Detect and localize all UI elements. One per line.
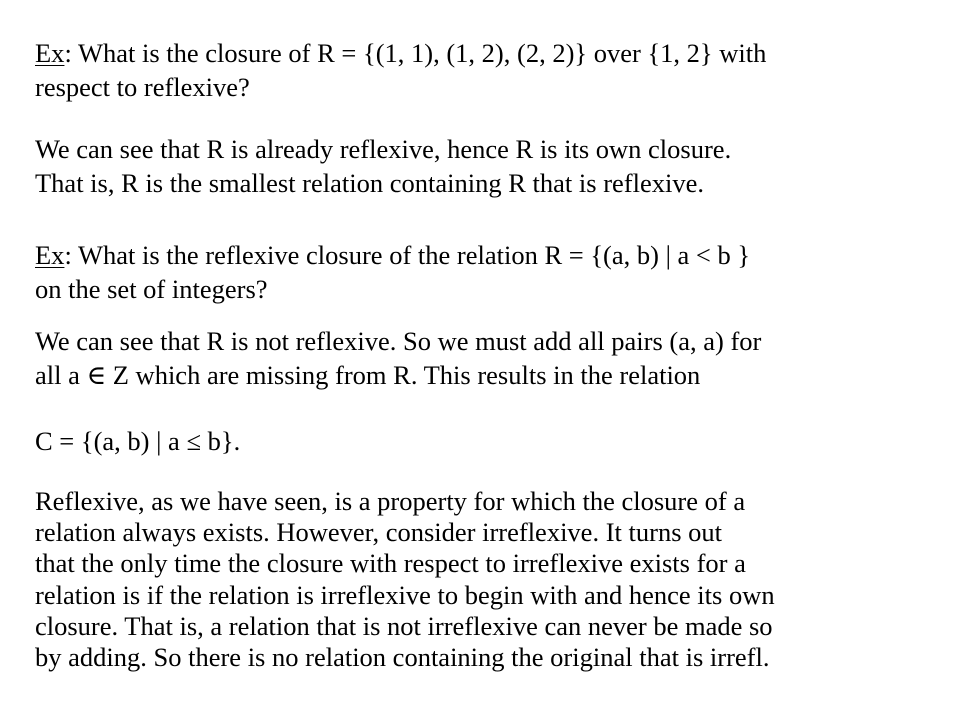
example-2-text: : What is the reflexive closure of the relation R = {(a, b) | a < b } (64, 240, 751, 270)
answer-1-line-1: We can see that R is already reflexive, hence R is its own closure. (35, 134, 732, 164)
discussion-line-6: by adding. So there is no relation containing the original that is irrefl. (35, 641, 770, 672)
example-1-text: : What is the closure of R = {(1, 1), (1, 2), (2, 2)} over {1, 2} with (64, 38, 767, 68)
answer-1-line-2: That is, R is the smallest relation containing R that is reflexive. (35, 168, 704, 198)
example-1-label: Ex (35, 38, 65, 68)
answer-2-line-2: all a ∈ Z which are missing from R. This results in the relation (35, 360, 701, 390)
discussion-line-3: that the only time the closure with respect to irreflexive exists for a (35, 548, 746, 579)
result-relation (35, 424, 940, 458)
discussion-line-4: relation is if the relation is irreflexive to begin with and hence its own (35, 579, 775, 610)
example-2-answer (35, 324, 940, 392)
example-1-answer (35, 132, 940, 200)
example-1-line-2: respect to reflexive? (35, 72, 250, 102)
answer-2-line-1: We can see that R is not reflexive. So we must add all pairs (a, a) for (35, 326, 762, 356)
result-line: C = {(a, b) | a ≤ b}. (35, 426, 241, 456)
discussion-line-1: Reflexive, as we have seen, is a property for which the closure of a (35, 486, 746, 516)
example-2-label: Ex (35, 240, 65, 270)
discussion-paragraph (35, 484, 940, 671)
example-2-line-2: on the set of integers? (35, 274, 268, 304)
example-1-question (35, 36, 940, 104)
discussion-line-5: closure. That is, a relation that is not irreflexive can never be made so (35, 610, 773, 641)
example-2-line-1 (35, 238, 940, 272)
example-1-line-1 (35, 36, 940, 70)
discussion-line-2: relation always exists. However, consider irreflexive. It turns out (35, 517, 722, 548)
example-2-question (35, 238, 940, 306)
